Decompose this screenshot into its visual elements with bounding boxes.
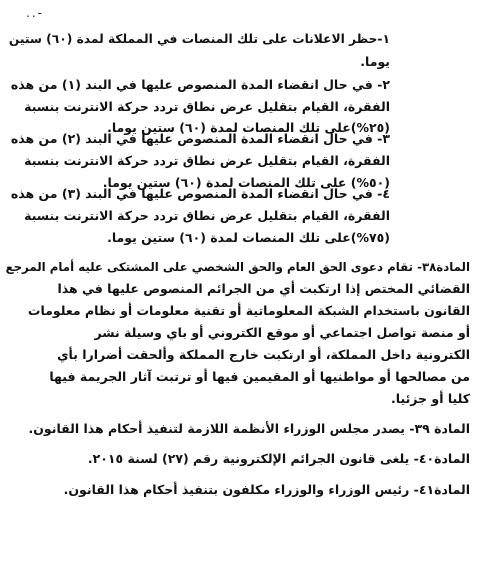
article-38-line-2: القضائي المختص إذا ارتكبت أي من الجرائم المنصوص عليها في هذا — [57, 281, 470, 296]
clause-1-line-2: يوما. — [360, 54, 390, 69]
clause-4-line-2: الفقرة، القيام بتقليل عرض نطاق تردد حركة الانترنت بنسبة — [24, 208, 390, 223]
article-38-line-6: من مصالحها أو مواطنيها أو المقيمين فيها أو ترتبت آثار الجريمة فيها — [49, 369, 470, 384]
article-38-line-1: المادة٣٨- تقام دعوى الحق العام والحق الشخصي على المشتكى عليه أمام المرجع — [5, 260, 470, 274]
clause-2-line-2: الفقرة، القيام بتقليل عرض نطاق تردد حركة الانترنت بنسبة — [24, 99, 390, 114]
article-38-line-3: القانون باستخدام الشبكة المعلوماتية أو تقنية معلومات أو نظام معلومات — [27, 303, 470, 318]
clause-4-line-1: ٤- في حال انقضاء المدة المنصوص عليها في البند (٣) من هذه — [10, 186, 390, 201]
corner-mark: ..- — [26, 6, 44, 20]
clause-2-line-3: (٢٥%)على تلك المنصات لمدة (٦٠) ستين يوما. — [107, 120, 390, 135]
clause-3-line-3: (٥٠%) على تلك المنصات لمدة (٦٠) ستين يوما. — [102, 175, 390, 190]
clause-3-line-1: ٣- في حال انقضاء المدة المنصوص عليها في البند (٢) من هذه — [10, 131, 390, 146]
clause-1-line-1: ١-حظر الاعلانات على تلك المنصات في المملكة لمدة (٦٠) ستين — [8, 32, 390, 46]
clause-3-line-2: الفقرة، القيام بتقليل عرض نطاق تردد حركة الانترنت بنسبة — [24, 153, 390, 168]
article-38-line-4: أو منصة تواصل اجتماعي أو موقع الكتروني أو باي وسيلة نشر — [94, 325, 470, 340]
article-41-line-1: المادة٤١- رئيس الوزراء والوزراء مكلفون بتنفيذ أحكام هذا القانون. — [63, 482, 470, 497]
article-38-line-5: الكترونية داخل المملكة، أو ارتكبت خارج المملكة وألحقت أضرارا بأي — [57, 347, 470, 362]
article-40-line-1: المادة٤٠- يلغى قانون الجرائم الإلكترونية رقم (٢٧) لسنة ٢٠١٥. — [87, 451, 470, 466]
article-39-line-1: المادة ٣٩- يصدر مجلس الوزراء الأنظمة اللازمة لتنفيذ أحكام هذا القانون. — [28, 421, 470, 436]
article-38-line-7: كليا أو جزئيا. — [391, 391, 470, 406]
clause-4-line-3: (٧٥%)على تلك المنصات لمدة (٦٠) ستين يوما. — [107, 230, 390, 245]
clause-2-line-1: ٢- في حال انقضاء المدة المنصوص عليها في البند (١) من هذه — [10, 77, 390, 92]
